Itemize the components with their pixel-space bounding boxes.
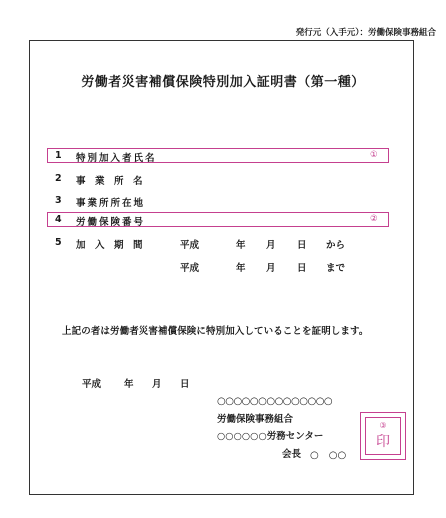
item-label-coverage-period: 加 入 期 間: [76, 240, 143, 251]
period-to-suffix: まで: [326, 263, 346, 274]
certificate-frame: [29, 40, 414, 495]
issue-date-era: 平成: [82, 379, 102, 390]
issuer-center: ○○○○○○労務センター: [217, 431, 324, 442]
period-from-year: 年: [236, 240, 246, 251]
period-to-era: 平成: [180, 263, 200, 274]
period-from-era: 平成: [180, 240, 200, 251]
chair-name: ○ ○○: [310, 450, 347, 461]
period-from-suffix: から: [326, 240, 346, 251]
certification-statement: 上記の者は労働者災害補償保険に特別加入していることを証明します。: [62, 326, 369, 337]
item-number-5: 5: [55, 237, 62, 248]
issue-date-day: 日: [180, 379, 190, 390]
issuer-circles: ○○○○○○○○○○○○○○: [217, 396, 333, 407]
item-label-insured-name: 特別加入者氏名: [76, 153, 157, 164]
period-to-year: 年: [236, 263, 246, 274]
issue-date-month: 月: [152, 379, 162, 390]
item-number-3: 3: [55, 195, 62, 206]
issuer-association: 労働保険事務組合: [217, 414, 294, 425]
period-from-day: 日: [297, 240, 307, 251]
issue-date-year: 年: [124, 379, 134, 390]
seal-character: 印: [376, 434, 390, 450]
seal-marker-3: ③: [379, 421, 387, 430]
item-number-1: 1: [55, 150, 62, 161]
seal-box: [360, 412, 406, 460]
period-to-day: 日: [297, 263, 307, 274]
period-from-month: 月: [266, 240, 276, 251]
item-label-insurance-number: 労働保険番号: [76, 217, 146, 228]
item-number-4: 4: [55, 214, 62, 225]
marker-1: ①: [370, 150, 378, 160]
item-label-business-address: 事業所所在地: [76, 198, 146, 209]
publisher-note: 発行元（入手元）：労働保険事務組合: [295, 28, 436, 38]
item-number-2: 2: [55, 173, 62, 184]
item-label-business-name: 事 業 所 名: [76, 176, 143, 187]
marker-2: ②: [370, 214, 378, 224]
certificate-title: 労働者災害補償保険特別加入証明書（第一種）: [81, 75, 365, 90]
chair-label: 会長: [282, 449, 302, 460]
period-to-month: 月: [266, 263, 276, 274]
